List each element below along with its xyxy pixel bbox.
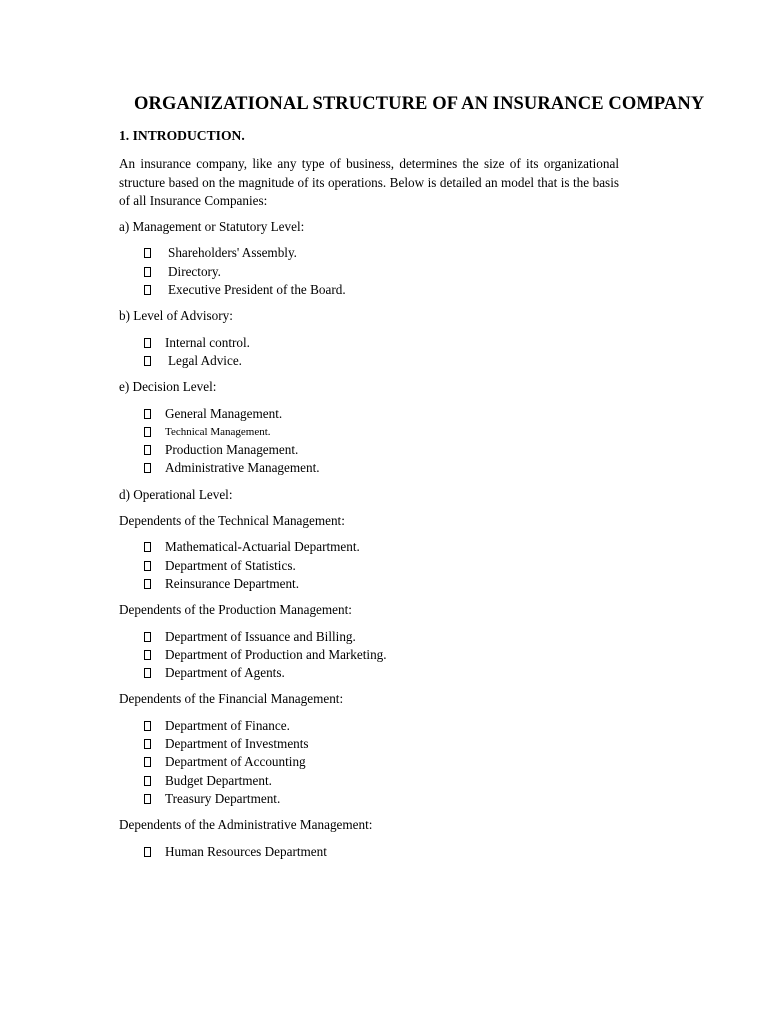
level-advisory <box>119 307 619 370</box>
checkbox-bullet-icon <box>144 267 151 277</box>
dependents-technical <box>119 512 619 593</box>
bullet-list <box>119 843 619 861</box>
list-item: Directory. <box>119 263 619 281</box>
list-item: Department of Accounting <box>119 753 619 771</box>
checkbox-bullet-icon <box>144 847 151 857</box>
checkbox-bullet-icon <box>144 285 151 295</box>
list-item: Human Resources Department <box>119 843 619 861</box>
level-management <box>119 218 619 299</box>
section-heading: 1. INTRODUCTION. <box>119 128 245 143</box>
list-item: Legal Advice. <box>119 352 619 370</box>
checkbox-bullet-icon <box>144 776 151 786</box>
document-title: ORGANIZATIONAL STRUCTURE OF AN INSURANCE COMPANY <box>134 94 705 114</box>
level-title: a) Management or Statutory Level: <box>119 219 305 235</box>
checkbox-bullet-icon <box>144 248 151 258</box>
list-item: Technical Management. <box>119 423 619 441</box>
list-item: Budget Department. <box>119 772 619 790</box>
dependents-administrative <box>119 816 619 861</box>
checkbox-bullet-icon <box>144 445 151 455</box>
dependents-title: Dependents of the Technical Management: <box>119 513 345 529</box>
checkbox-bullet-icon <box>144 632 151 642</box>
intro-paragraph: An insurance company, like any type of business, determines the size of its organizational structure based on the magnitude of its operations. Below is detailed an model that is the basis of all Insurance Companies: <box>119 156 619 208</box>
bullet-list <box>119 405 619 478</box>
list-item: Reinsurance Department. <box>119 575 619 593</box>
bullet-list <box>119 244 619 299</box>
bullet-list <box>119 334 619 371</box>
checkbox-bullet-icon <box>144 542 151 552</box>
dependents-financial <box>119 690 619 808</box>
checkbox-bullet-icon <box>144 757 151 767</box>
list-item: Department of Issuance and Billing. <box>119 628 619 646</box>
list-item: Administrative Management. <box>119 459 619 477</box>
dependents-title: Dependents of the Production Management: <box>119 602 352 618</box>
checkbox-bullet-icon <box>144 463 151 473</box>
list-item: Department of Finance. <box>119 717 619 735</box>
checkbox-bullet-icon <box>144 338 151 348</box>
operational-level-title: d) Operational Level: <box>119 486 233 502</box>
checkbox-bullet-icon <box>144 356 151 366</box>
checkbox-bullet-icon <box>144 650 151 660</box>
dependents-production <box>119 601 619 682</box>
bullet-list <box>119 628 619 683</box>
level-title: b) Level of Advisory: <box>119 308 233 324</box>
checkbox-bullet-icon <box>144 427 151 437</box>
checkbox-bullet-icon <box>144 579 151 589</box>
bullet-list <box>119 538 619 593</box>
list-item: General Management. <box>119 405 619 423</box>
level-decision <box>119 378 619 477</box>
dependents-title: Dependents of the Financial Management: <box>119 691 344 707</box>
list-item: Department of Production and Marketing. <box>119 646 619 664</box>
list-item: Executive President of the Board. <box>119 281 619 299</box>
level-title: e) Decision Level: <box>119 379 217 395</box>
list-item: Department of Investments <box>119 735 619 753</box>
list-item: Production Management. <box>119 441 619 459</box>
checkbox-bullet-icon <box>144 668 151 678</box>
checkbox-bullet-icon <box>144 721 151 731</box>
list-item: Mathematical-Actuarial Department. <box>119 538 619 556</box>
checkbox-bullet-icon <box>144 561 151 571</box>
list-item: Treasury Department. <box>119 790 619 808</box>
checkbox-bullet-icon <box>144 739 151 749</box>
list-item: Department of Statistics. <box>119 557 619 575</box>
dependents-title: Dependents of the Administrative Management: <box>119 817 373 833</box>
checkbox-bullet-icon <box>144 794 151 804</box>
checkbox-bullet-icon <box>144 409 151 419</box>
bullet-list <box>119 717 619 808</box>
document-body <box>119 127 619 869</box>
list-item: Department of Agents. <box>119 664 619 682</box>
list-item: Internal control. <box>119 334 619 352</box>
list-item: Shareholders' Assembly. <box>119 244 619 262</box>
